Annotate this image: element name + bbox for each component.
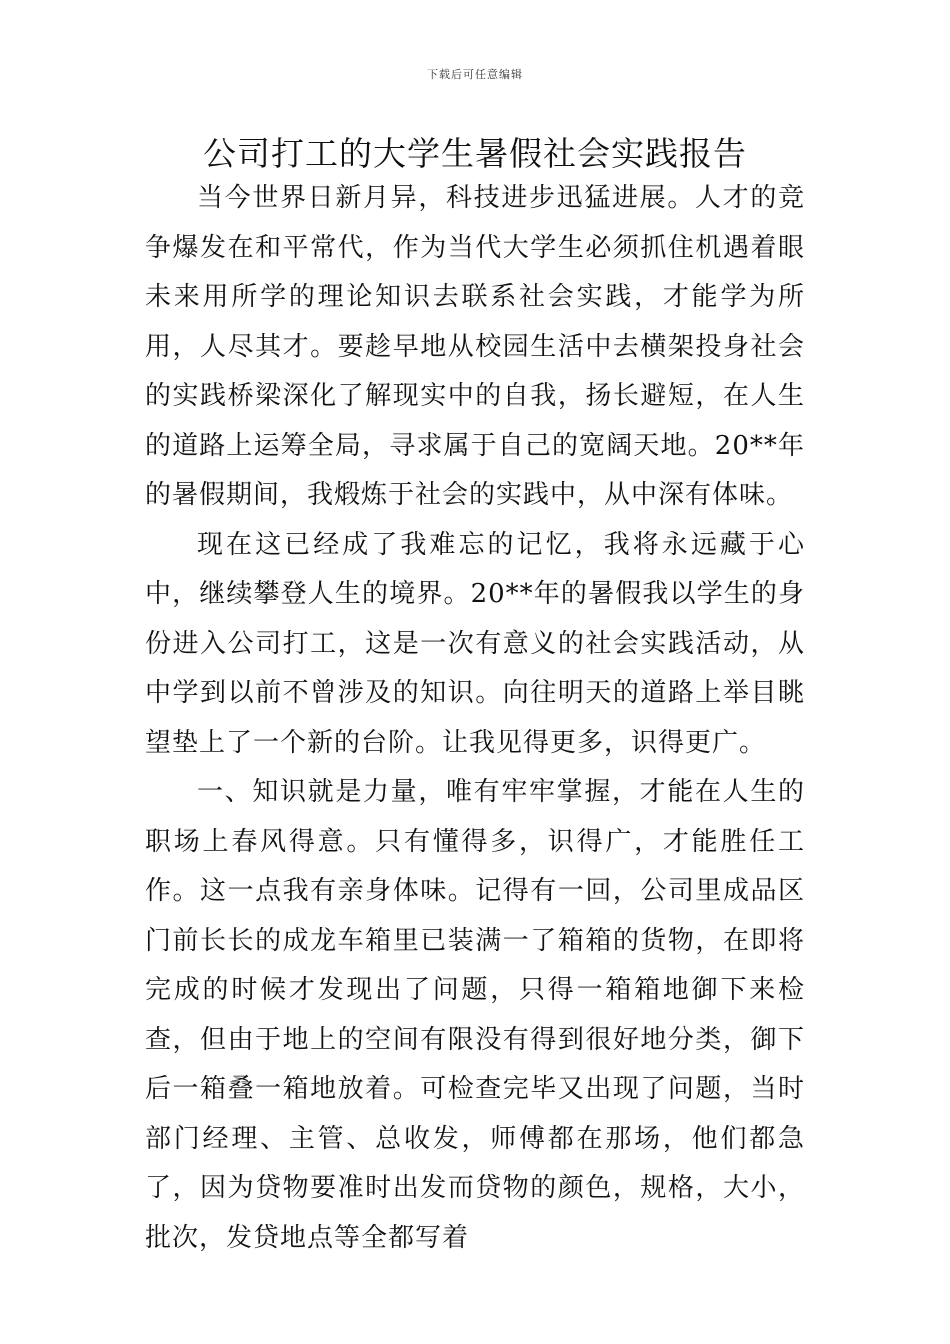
- document-body: [145, 174, 805, 1263]
- paragraph-1: 当今世界日新月异，科技进步迅猛进展。人才的竞争爆发在和平常代，作为当代大学生必须抓住机遇着眼未来用所学的理论知识去联系社会实践，才能学为所用，人尽其才。要趁早地从校园生活中去横架投身社会的实践桥梁深化了解现实中的自我，扬长避短，在人生的道路上运筹全局，寻求属于自己的宽阔天地。20**年的暑假期间，我煅炼于社会的实践中，从中深有体味。: [145, 183, 805, 510]
- header-note: 下载后可任意编辑: [427, 68, 523, 81]
- paragraph-2: 现在这已经成了我难忘的记忆，我将永远藏于心中，继续攀登人生的境界。20**年的暑假我以学生的身份进入公司打工，这是一次有意义的社会实践活动，从中学到以前不曾涉及的知识。向往明天的道路上举目眺望垫上了一个新的台阶。让我见得更多，识得更广。: [145, 529, 805, 758]
- document-title: 公司打工的大学生暑假社会实践报告: [203, 134, 747, 173]
- paragraph-3: 一、知识就是力量，唯有牢牢掌握，才能在人生的职场上春风得意。只有懂得多，识得广，才能胜任工作。这一点我有亲身体味。记得有一回，公司里成品区门前长长的成龙车箱里已装满一了箱箱的货物，在即将完成的时候才发现出了问题，只得一箱箱地御下来检查，但由于地上的空间有限没有得到很好地分类，御下后一箱叠一箱地放着。可检查完毕又出现了问题，当时部门经理、主管、总收发，师傅都在那场，他们都急了，因为贷物要准时出发而贷物的颜色，规格，大小，批次，发贷地点等全都写着: [145, 777, 805, 1253]
